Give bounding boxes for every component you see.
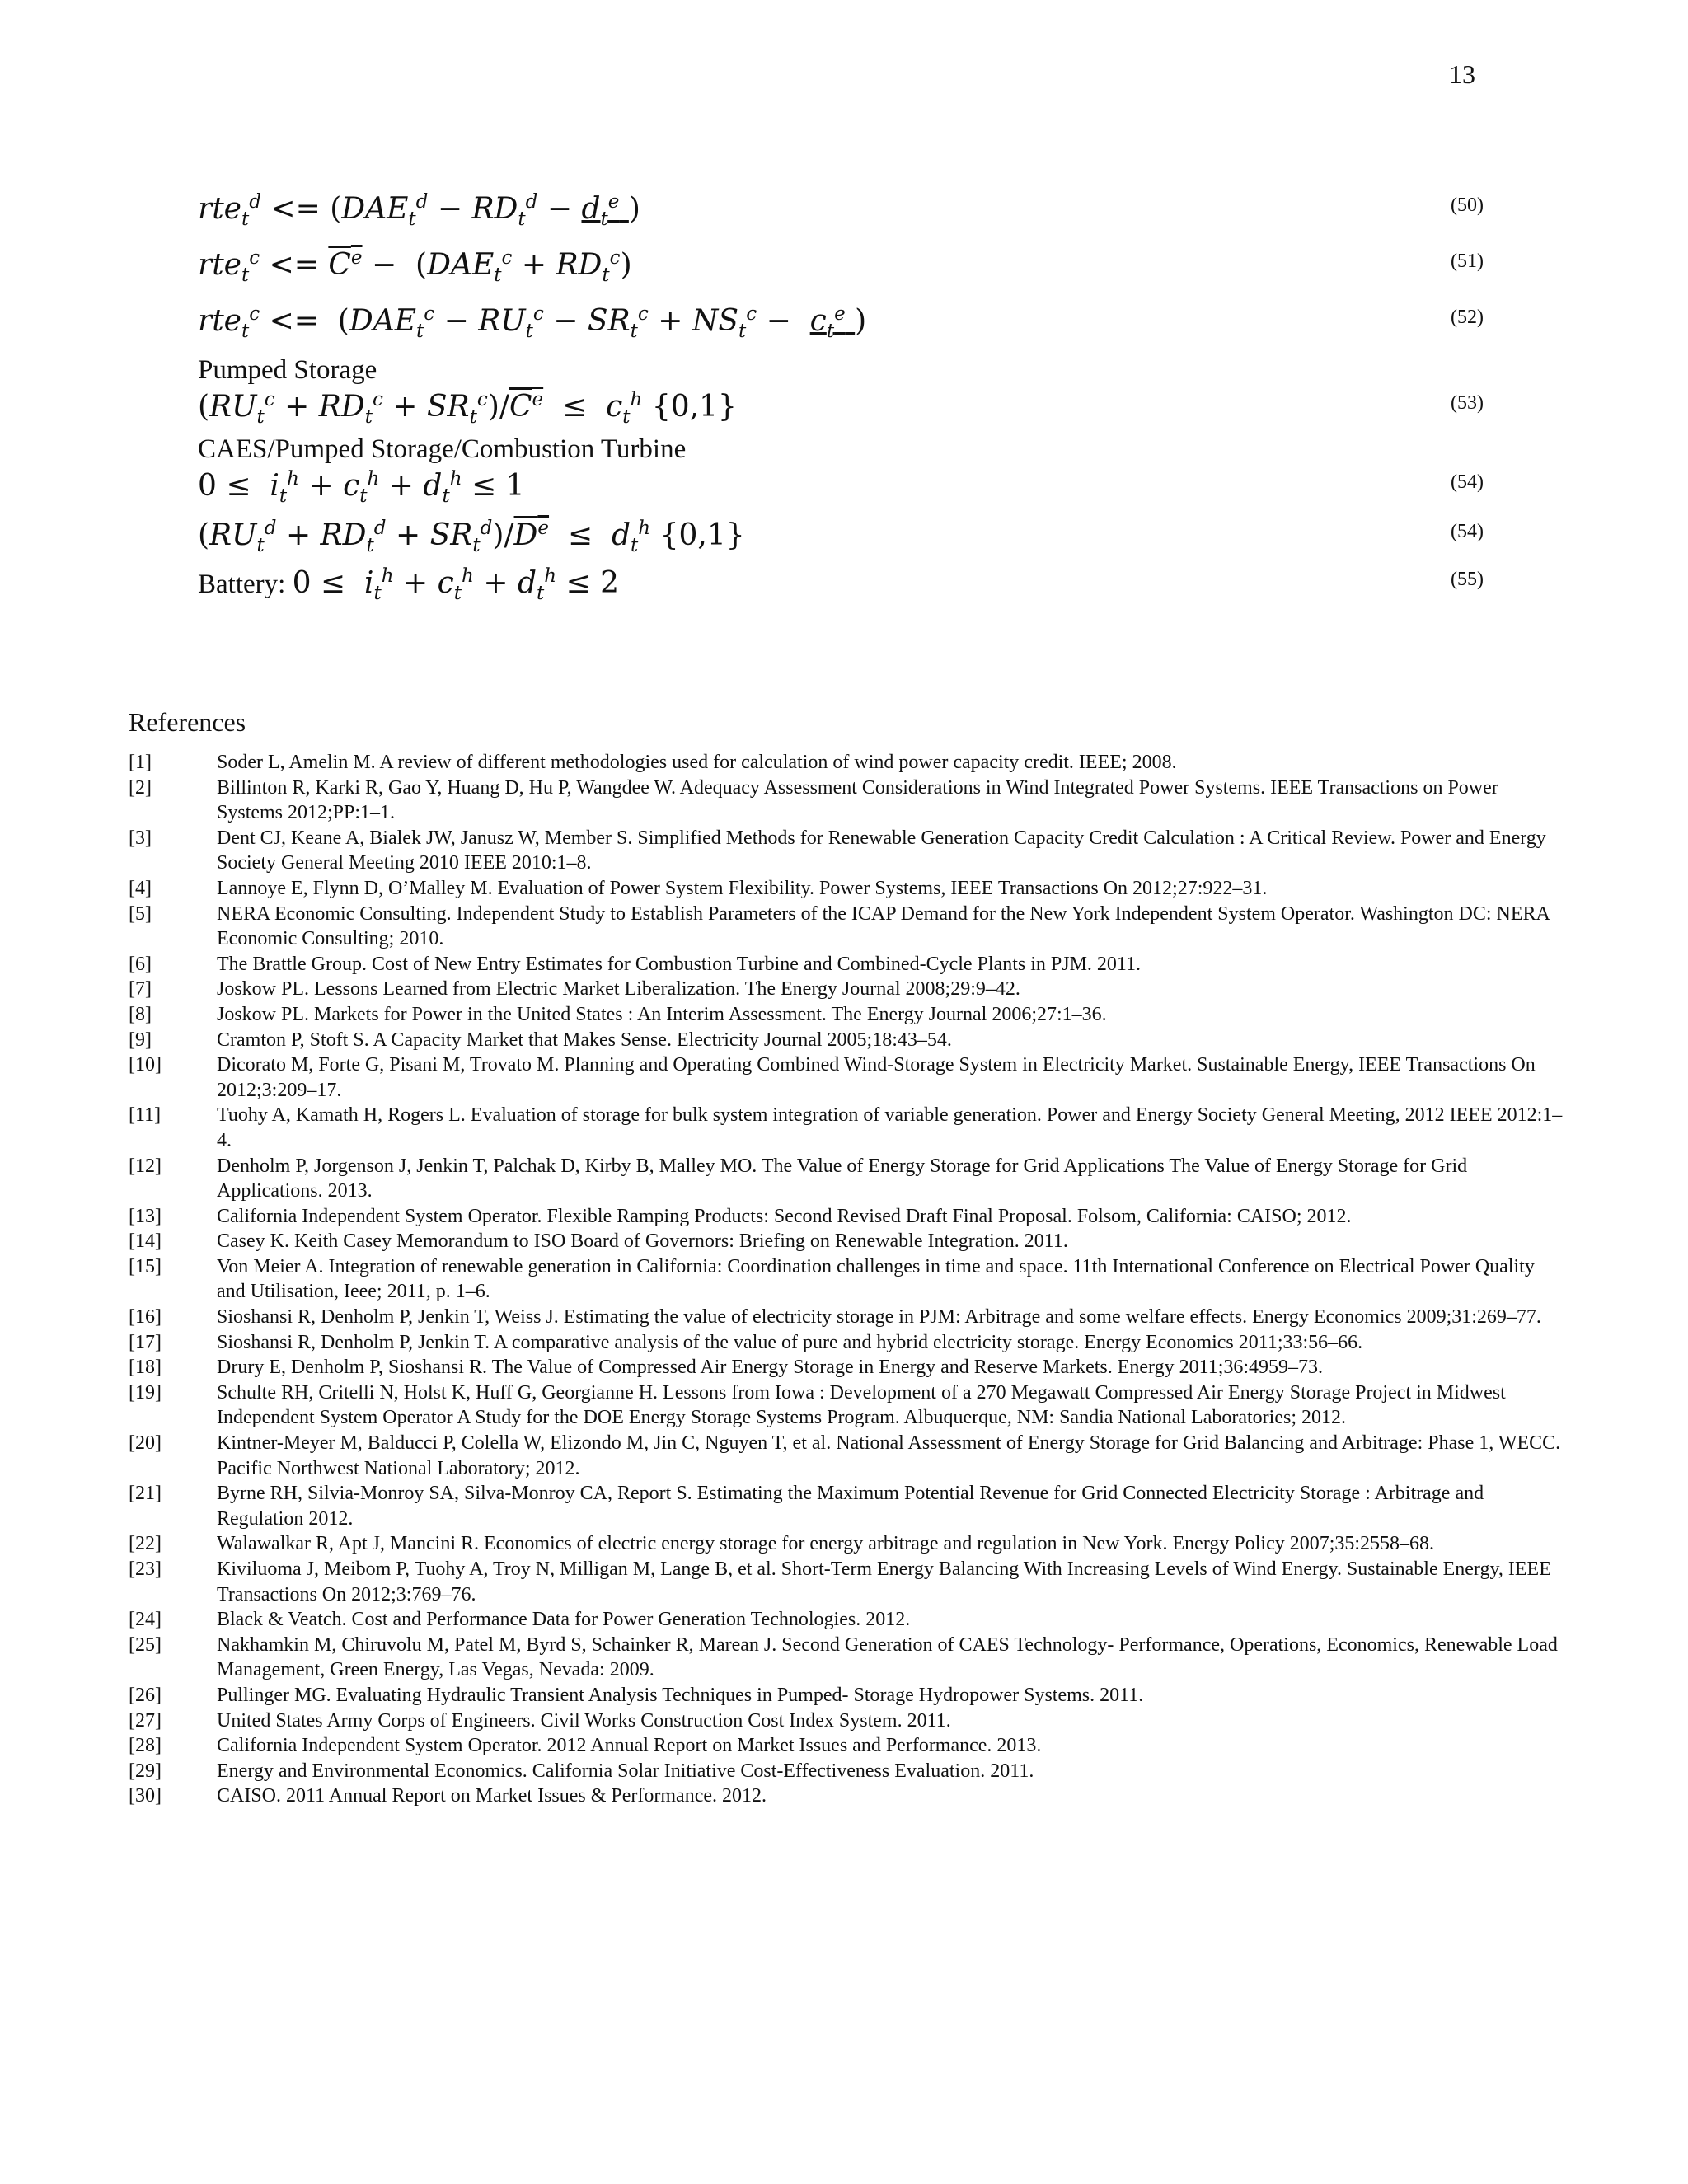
references-list <box>129 750 1563 1809</box>
reference-item <box>129 1708 1563 1734</box>
equation-block <box>198 190 1484 603</box>
reference-text: Joskow PL. Lessons Learned from Electric Market Liberalization. The Energy Journal 2008;29:9–42. <box>217 978 1020 1001</box>
reference-number: [23] <box>129 1558 162 1580</box>
reference-item <box>129 750 1563 776</box>
equation-52 <box>198 302 1484 341</box>
reference-number: [26] <box>129 1684 162 1706</box>
reference-number: [11] <box>129 1104 162 1127</box>
reference-text: Cramton P, Stoft S. A Capacity Market that Makes Sense. Electricity Journal 2005;18:43–54. <box>217 1029 952 1051</box>
reference-item <box>129 1733 1563 1759</box>
reference-text: Walawalkar R, Apt J, Mancini R. Economics of electric energy storage for energy arbitrage and regulation in New York. Energy Policy 2007;35:2558–68. <box>217 1533 1435 1555</box>
reference-number: [21] <box>129 1483 162 1505</box>
equation-number: (53) <box>1451 392 1484 414</box>
reference-item <box>129 1305 1563 1330</box>
reference-item <box>129 1783 1563 1809</box>
reference-number: [24] <box>129 1609 162 1631</box>
reference-text: California Independent System Operator. Flexible Ramping Products: Second Revised Draft Final Proposal. Folsom, California: CAISO; 2012. <box>217 1205 1352 1227</box>
equation-54b <box>198 516 1484 555</box>
reference-text: Dicorato M, Forte G, Pisani M, Trovato M. Planning and Operating Combined Wind-Storage System in Electricity Market. Sustainable Energy, IEEE Transactions On 2012;3:209–17. <box>217 1054 1536 1101</box>
reference-number: [17] <box>129 1331 162 1353</box>
equation-number: (52) <box>1451 307 1484 328</box>
equation-heading-pumped-storage: Pumped Storage <box>198 355 377 385</box>
reference-text: Dent CJ, Keane A, Bialek JW, Janusz W, Member S. Simplified Methods for Renewable Generation Capacity Credit Calculation : A Critical Review. Power and Energy Society General Meeting 2010 IEEE 2010:1–8. <box>217 827 1546 874</box>
equation-body: $0 \le i_t^h + c_t^h + d_t^h \le 1$ <box>198 468 525 508</box>
reference-item <box>129 1759 1563 1784</box>
reference-text: Kintner-Meyer M, Balducci P, Colella W, Elizondo M, Jin C, Nguyen T, et al. National Assessment of Energy Storage for Grid Balancing and Arbitrage: Phase 1, WECC. Pacific Northwest National Laboratory; 2012. <box>217 1432 1561 1479</box>
reference-item <box>129 1204 1563 1230</box>
reference-number: [15] <box>129 1255 162 1277</box>
reference-item <box>129 1531 1563 1557</box>
equation-body: Battery: $0 \le i_t^h + c_t^h + d_t^h \le 2$ <box>198 565 620 605</box>
reference-text: Byrne RH, Silvia-Monroy SA, Silva-Monroy CA, Report S. Estimating the Maximum Potential Revenue for Grid Connected Electricity Storage : Arbitrage and Regulation 2012. <box>217 1483 1484 1530</box>
page-number: 13 <box>1449 59 1475 89</box>
reference-item <box>129 977 1563 1002</box>
reference-item <box>129 1633 1563 1683</box>
reference-text: Casey K. Keith Casey Memorandum to ISO Board of Governors: Briefing on Renewable Integration. 2011. <box>217 1230 1068 1253</box>
references-heading: References <box>129 707 246 737</box>
reference-text: Lannoye E, Flynn D, O’Malley M. Evaluation of Power System Flexibility. Power Systems, IEEE Transactions On 2012;27:922–31. <box>217 877 1268 899</box>
equation-54a <box>198 466 1484 506</box>
reference-item <box>129 1052 1563 1103</box>
reference-item <box>129 1028 1563 1053</box>
reference-text: Soder L, Amelin M. A review of different methodologies used for calculation of wind power capacity credit. IEEE; 2008. <box>217 752 1177 773</box>
reference-number: [2] <box>129 776 152 799</box>
reference-text: Tuohy A, Kamath H, Rogers L. Evaluation of storage for bulk system integration of variable generation. Power and Energy Society General Meeting, 2012 IEEE 2012:1–4. <box>217 1104 1563 1151</box>
equation-body: $(RU_t^c + RD_t^c + SR_t^c)/C^e \le c_t^h$ {0,1} <box>198 389 737 429</box>
reference-item <box>129 1355 1563 1380</box>
reference-number: [3] <box>129 827 152 849</box>
equation-55 <box>198 564 1484 603</box>
reference-item <box>129 1330 1563 1356</box>
reference-text: Black & Veatch. Cost and Performance Data for Power Generation Technologies. 2012. <box>217 1609 911 1631</box>
reference-number: [13] <box>129 1205 162 1227</box>
reference-number: [22] <box>129 1533 162 1555</box>
reference-item <box>129 1229 1563 1254</box>
equation-number: (55) <box>1451 569 1484 590</box>
reference-item <box>129 1431 1563 1481</box>
reference-item <box>129 1002 1563 1028</box>
reference-number: [25] <box>129 1633 162 1656</box>
reference-text: The Brattle Group. Cost of New Entry Estimates for Combustion Turbine and Combined-Cycle Plants in PJM. 2011. <box>217 953 1142 975</box>
reference-text: NERA Economic Consulting. Independent Study to Establish Parameters of the ICAP Demand for the New York Independent System Operator. Washington DC: NERA Economic Consulting; 2010. <box>217 902 1550 950</box>
reference-item <box>129 1380 1563 1431</box>
reference-number: [6] <box>129 953 152 975</box>
reference-text: Sioshansi R, Denholm P, Jenkin T. A comparative analysis of the value of pure and hybrid electricity storage. Energy Economics 2011;33:56–66. <box>217 1331 1363 1353</box>
equation-number: (50) <box>1451 194 1484 216</box>
reference-item <box>129 826 1563 876</box>
reference-text: Drury E, Denholm P, Sioshansi R. The Value of Compressed Air Energy Storage in Energy and Reserve Markets. Energy 2011;36:4959–73. <box>217 1357 1324 1379</box>
reference-number: [27] <box>129 1709 162 1732</box>
reference-item <box>129 1683 1563 1708</box>
reference-text: Energy and Environmental Economics. California Solar Initiative Cost-Effectiveness Evaluation. 2011. <box>217 1760 1034 1782</box>
equation-53 <box>198 387 1484 427</box>
reference-item <box>129 1481 1563 1531</box>
reference-text: Schulte RH, Critelli N, Holst K, Huff G, Georgianne H. Lessons from Iowa : Development of a 270 Megawatt Compressed Air Energy Storage Project in Midwest Independent System Operator A Study for the DOE Energy Storage Systems Program. Albuquerque, NM: Sandia National Laboratories; 2012. <box>217 1381 1506 1429</box>
reference-number: [8] <box>129 1003 152 1025</box>
reference-number: [5] <box>129 902 152 925</box>
reference-number: [10] <box>129 1054 162 1076</box>
reference-number: [19] <box>129 1381 162 1404</box>
equation-number: (54) <box>1451 521 1484 542</box>
reference-number: [12] <box>129 1155 162 1177</box>
equation-number: (51) <box>1451 251 1484 272</box>
reference-item <box>129 902 1563 952</box>
reference-number: [14] <box>129 1230 162 1253</box>
reference-item <box>129 876 1563 902</box>
reference-number: [28] <box>129 1735 162 1757</box>
reference-item <box>129 1254 1563 1305</box>
reference-item <box>129 1154 1563 1204</box>
reference-text: Denholm P, Jorgenson J, Jenkin T, Palchak D, Kirby B, Malley MO. The Value of Energy Storage for Grid Applications The Value of Energy Storage for Grid Applications. 2013. <box>217 1155 1468 1202</box>
reference-number: [1] <box>129 752 152 773</box>
reference-number: [4] <box>129 877 152 899</box>
reference-number: [9] <box>129 1029 152 1051</box>
reference-text: CAISO. 2011 Annual Report on Market Issues & Performance. 2012. <box>217 1785 767 1807</box>
equation-body: $rte_t^c <= Ce - (DAE_t^c + RD_t^c)$ <box>198 247 632 287</box>
reference-item <box>129 1607 1563 1633</box>
equation-heading-caes: CAES/Pumped Storage/Combustion Turbine <box>198 434 687 464</box>
reference-item <box>129 952 1563 977</box>
equation-body: $rte_t^c <= (DAE_t^c - RU_t^c - SR_t^c + NS_t^c - c_t^e$ ) <box>198 303 867 343</box>
equation-body: $(RU_t^d + RD_t^d + SR_t^d)/D^e \le d_t^h$ {0,1} <box>198 518 745 557</box>
reference-text: Sioshansi R, Denholm P, Jenkin T, Weiss J. Estimating the value of electricity storage in PJM: Arbitrage and some welfare effects. Energy Economics 2009;31:269–77. <box>217 1306 1541 1329</box>
reference-text: Von Meier A. Integration of renewable generation in California: Coordination challenges in time and space. 11th International Conference on Electrical Power Quality and Utilisation, Ieee; 2011, p. 1–6. <box>217 1255 1535 1303</box>
reference-item <box>129 776 1563 826</box>
reference-text: Kiviluoma J, Meibom P, Tuohy A, Troy N, Milligan M, Lange B, et al. Short-Term Energy Balancing With Increasing Levels of Wind Energy. Sustainable Energy, IEEE Transactions On 2012;3:769–76. <box>217 1558 1551 1605</box>
reference-number: [18] <box>129 1357 162 1379</box>
reference-item <box>129 1103 1563 1153</box>
reference-text: California Independent System Operator. 2012 Annual Report on Market Issues and Performance. 2013. <box>217 1735 1042 1757</box>
reference-number: [30] <box>129 1785 162 1807</box>
reference-number: [7] <box>129 978 152 1001</box>
equation-body: $rte_t^d <= (DAE_t^d - RD_t^d - d_t^e$ ) <box>198 191 640 231</box>
equation-51 <box>198 246 1484 285</box>
reference-text: Joskow PL. Markets for Power in the United States : An Interim Assessment. The Energy Journal 2006;27:1–36. <box>217 1003 1107 1025</box>
reference-text: Pullinger MG. Evaluating Hydraulic Transient Analysis Techniques in Pumped- Storage Hydropower Systems. 2011. <box>217 1684 1144 1706</box>
reference-number: [29] <box>129 1760 162 1782</box>
reference-number: [16] <box>129 1306 162 1329</box>
reference-number: [20] <box>129 1432 162 1455</box>
equation-50 <box>198 190 1484 229</box>
reference-text: Nakhamkin M, Chiruvolu M, Patel M, Byrd S, Schainker R, Marean J. Second Generation of CAES Technology- Performance, Operations, Economics, Renewable Load Management, Green Energy, Las Vegas, Nevada: 2009. <box>217 1633 1558 1681</box>
equation-number: (54) <box>1451 471 1484 493</box>
reference-text: United States Army Corps of Engineers. Civil Works Construction Cost Index System. 2011. <box>217 1709 951 1732</box>
reference-text: Billinton R, Karki R, Gao Y, Huang D, Hu P, Wangdee W. Adequacy Assessment Considerations in Wind Integrated Power Systems. IEEE Transactions on Power Systems 2012;PP:1–1. <box>217 776 1498 824</box>
equation-prefix-battery: Battery: <box>198 569 293 599</box>
reference-item <box>129 1557 1563 1607</box>
